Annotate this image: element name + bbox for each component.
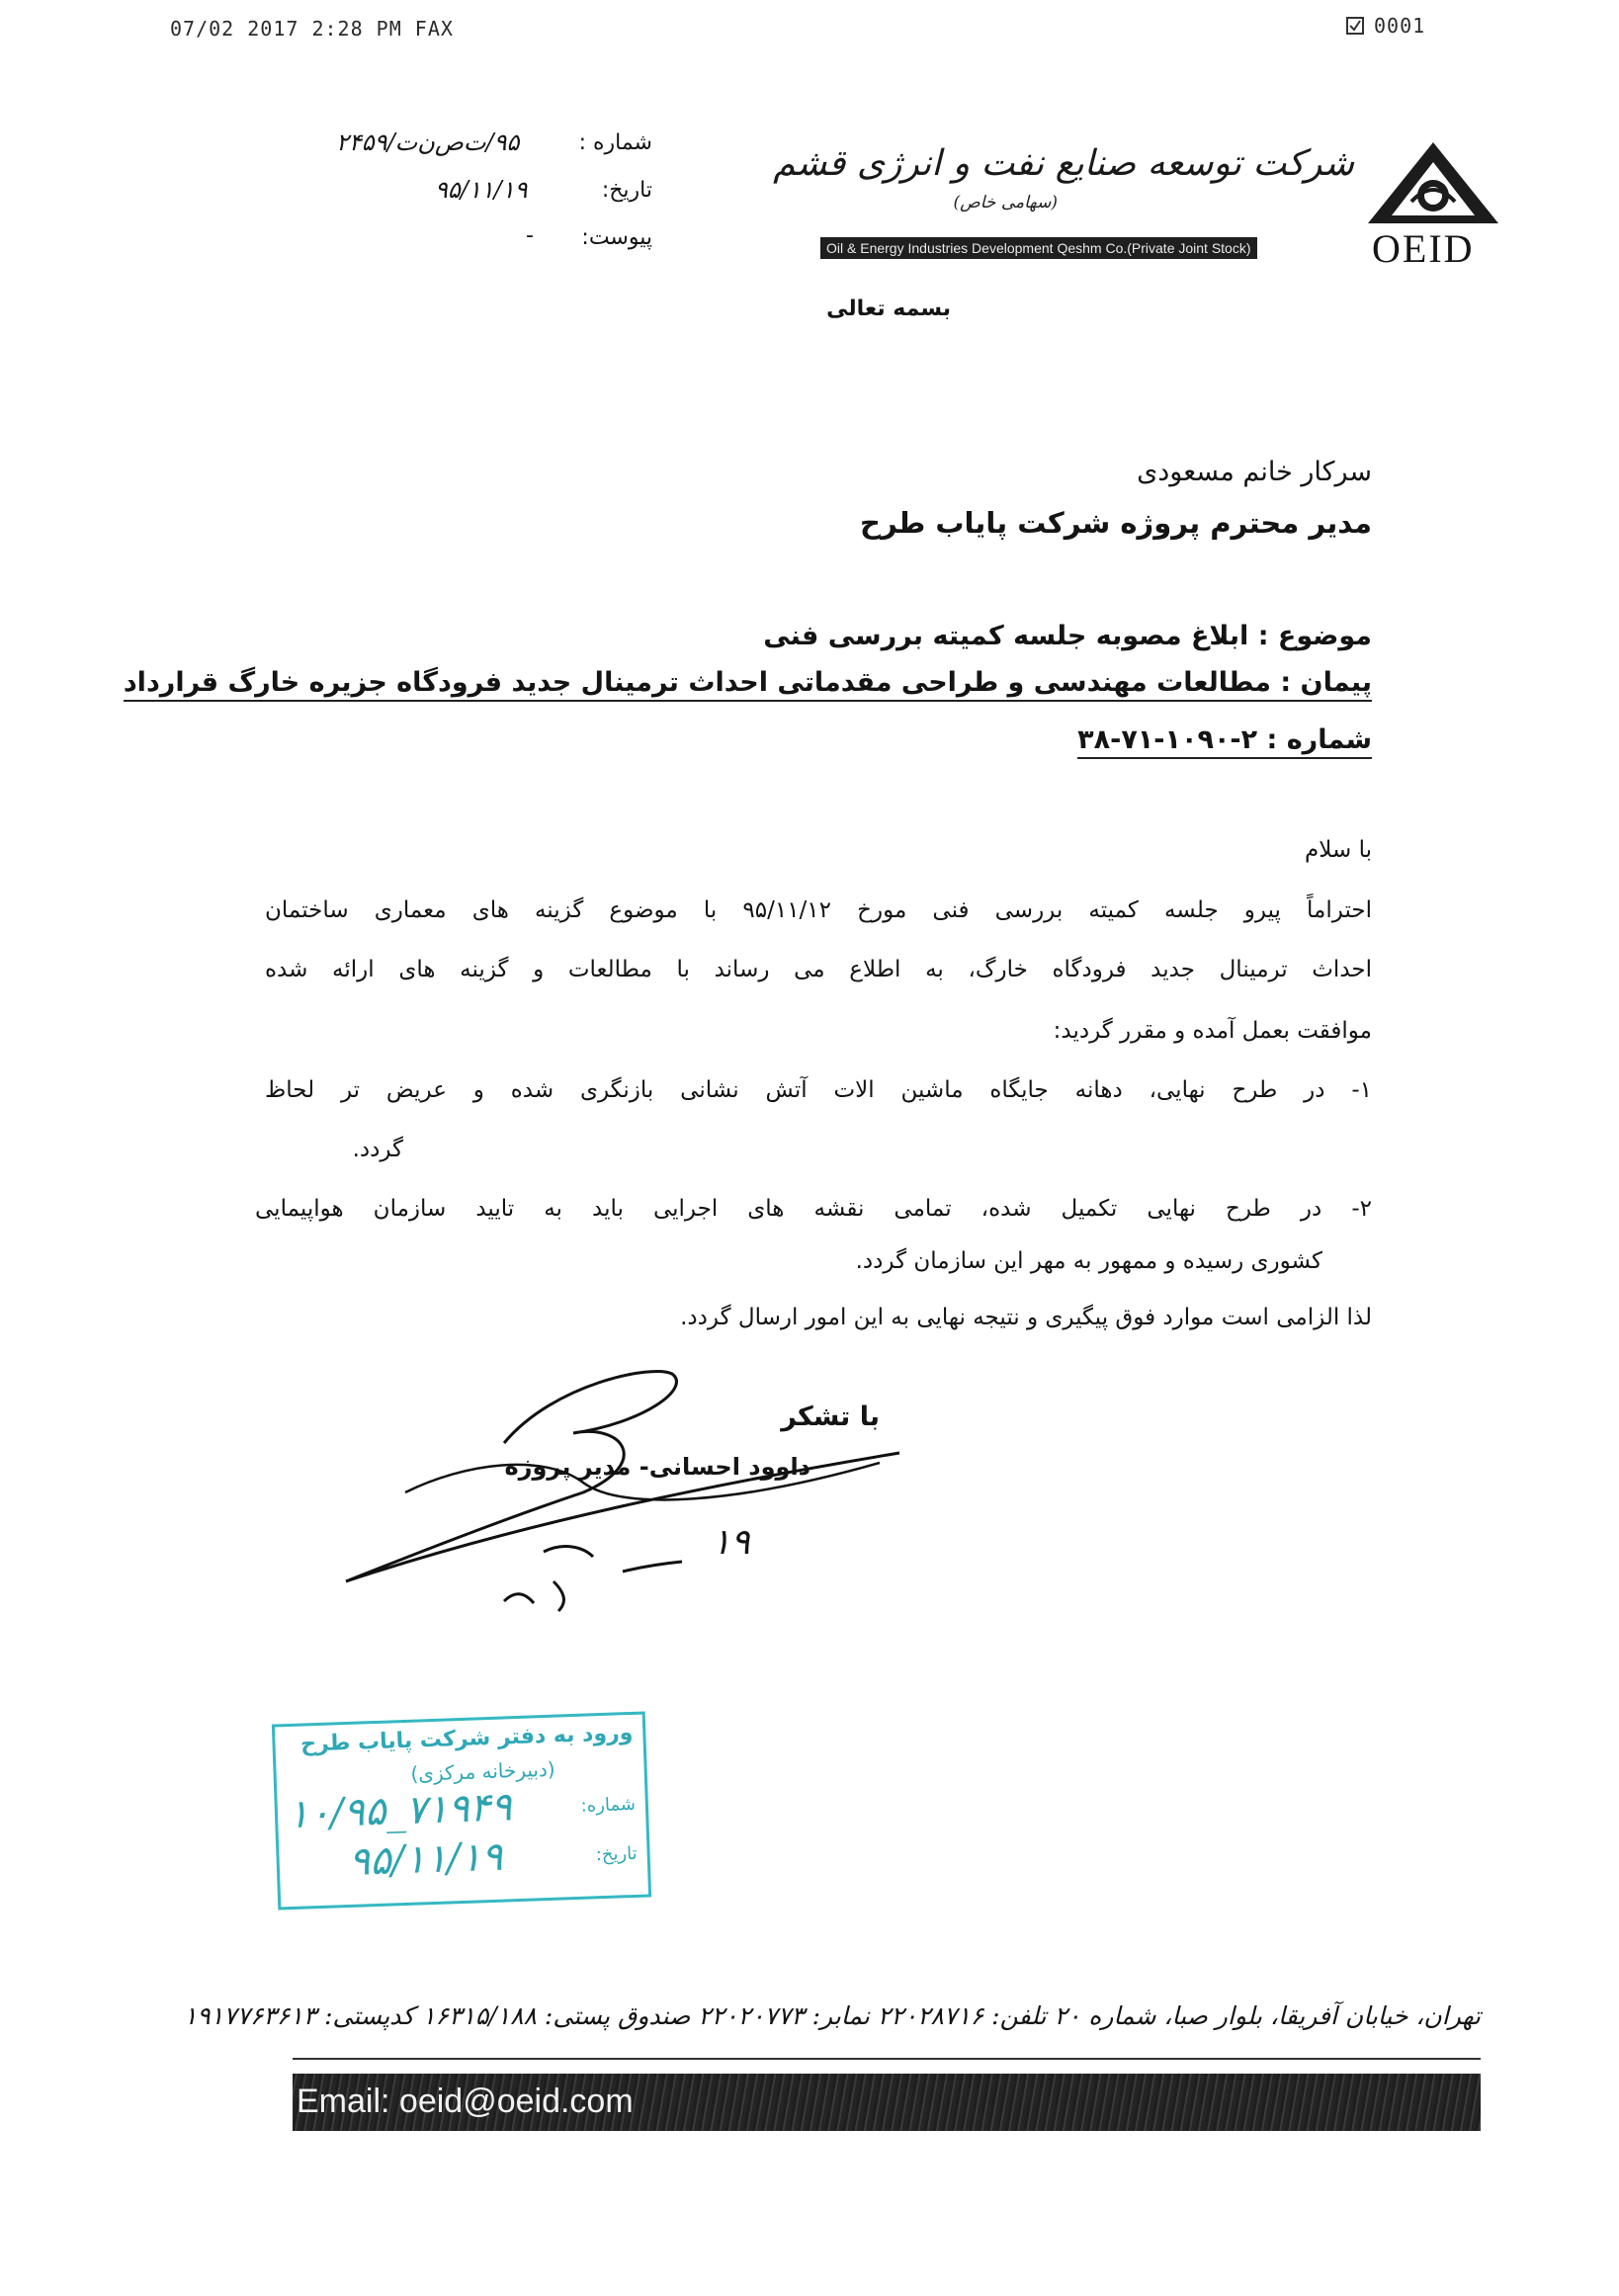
received-stamp [272,1711,651,1910]
handwritten-note: ۱۹ [712,1522,750,1563]
stamp-number-label: شماره: [580,1793,637,1817]
company-name-en: Oil & Energy Industries Development Qeshm Co.(Private Joint Stock) [820,237,1257,259]
company-type: (سهامی خاص) [953,193,1058,213]
fax-page-number: 0001 [1374,14,1426,38]
closing-line: لذا الزامی است موارد فوق پیگیری و نتیجه نهایی به این امور ارسال گردد. [680,1305,1372,1330]
greeting: با سلام [1305,837,1372,863]
body-paragraph-line: احداث ترمینال جدید فرودگاه خارگ، به اطلاع می رساند با مطالعات و گزینه های ارائه شده [265,957,1372,982]
attachment-value: - [526,223,534,248]
company-name-fa: شرکت توسعه صنایع نفت و انرژی قشم [773,143,1354,184]
letter-date-label: تاریخ: [601,178,652,203]
footer-address: تهران، خیابان آفریقا، بلوار صبا، شماره ۲۰ تلفن: ۲۲۰۲۸۷۱۶ نمابر: ۲۲۰۲۰۷۷۳ صندوق پستی: ۱۶۳۱۵/۱۸۸ کدپستی: ۱۹۱۷۷۶۳۶۱۳ [183,2001,1481,2030]
letter-number-value: ۹۵/ت‌ص‌ن‌ت/۲۴۵۹ [336,128,520,156]
list-item-2-continued: کشوری رسیده و ممهور به مهر این سازمان گردد. [855,1248,1322,1274]
basmala-heading: بسمه تعالی [826,297,951,321]
logo-emblem-icon [1364,138,1502,227]
footer-divider [293,2058,1481,2060]
body-paragraph-line: احتراماً پیرو جلسه کمیته بررسی فنی مورخ ۹۵/۱۱/۱۲ با موضوع گزینه های معماری ساختمان [265,897,1372,923]
list-item-2: ۲- در طرح نهایی تکمیل شده، تمامی نقشه های اجرایی باید به تایید سازمان هواپیمایی [255,1196,1372,1222]
stamp-subtitle: (دبیرخانه مرکزی) [410,1756,555,1786]
footer-email: Email: oeid@oeid.com [297,2083,634,2120]
stamp-date-label: تاریخ: [595,1842,638,1866]
attachment-label: پیوست: [581,225,652,250]
signature-name: داوود احسانی- مدیر پروژه [504,1453,810,1481]
body-paragraph-line: موافقت بعمل آمده و مقرر گردید: [1053,1018,1372,1044]
footer-bar [293,2074,1481,2131]
letter-date-value: ۹۵/۱۱/۱۹ [435,176,528,204]
contract-line: پیمان : مطالعات مهندسی و طراحی مقدماتی احداث ترمینال جدید فرودگاه جزیره خارگ قرارداد [124,667,1372,702]
recipient-name: سرکار خانم مسعودی [1137,457,1372,487]
list-item-1-continued: گردد. [352,1137,403,1162]
letterhead [773,138,1502,287]
subject-line: موضوع : ابلاغ مصوبه جلسه کمیته بررسی فنی [763,621,1372,651]
stamp-number-value: ۱۰/۹۵_۷۱۹۴۹ [287,1784,513,1838]
fax-page-indicator [1346,14,1425,38]
recipient-title: مدیر محترم پروژه شرکت پایاب طرح [860,506,1372,540]
stamp-date-value: ۹۵/۱۱/۱۹ [347,1833,504,1886]
handwritten-signature-icon [326,1344,939,1641]
contract-number: شماره : ۲-۱۰۹۰-۷۱-۳۸ [1077,724,1372,759]
signature-thanks: با تشکر [781,1402,880,1432]
letter-number-label: شماره : [578,130,652,155]
logo-text: OEID [1372,226,1475,271]
list-item-1: ۱- در طرح نهایی، دهانه جایگاه ماشین الات آتش نشانی بازنگری شده و عریض تر لحاظ [265,1077,1372,1103]
fax-timestamp: 07/02 2017 2:28 PM FAX [170,17,454,41]
letter-meta [336,128,652,267]
stamp-title: ورود به دفتر شرکت پایاب طرح [299,1720,634,1757]
company-logo [1364,138,1502,271]
signature-block [326,1344,939,1641]
fax-check-icon [1346,17,1364,35]
